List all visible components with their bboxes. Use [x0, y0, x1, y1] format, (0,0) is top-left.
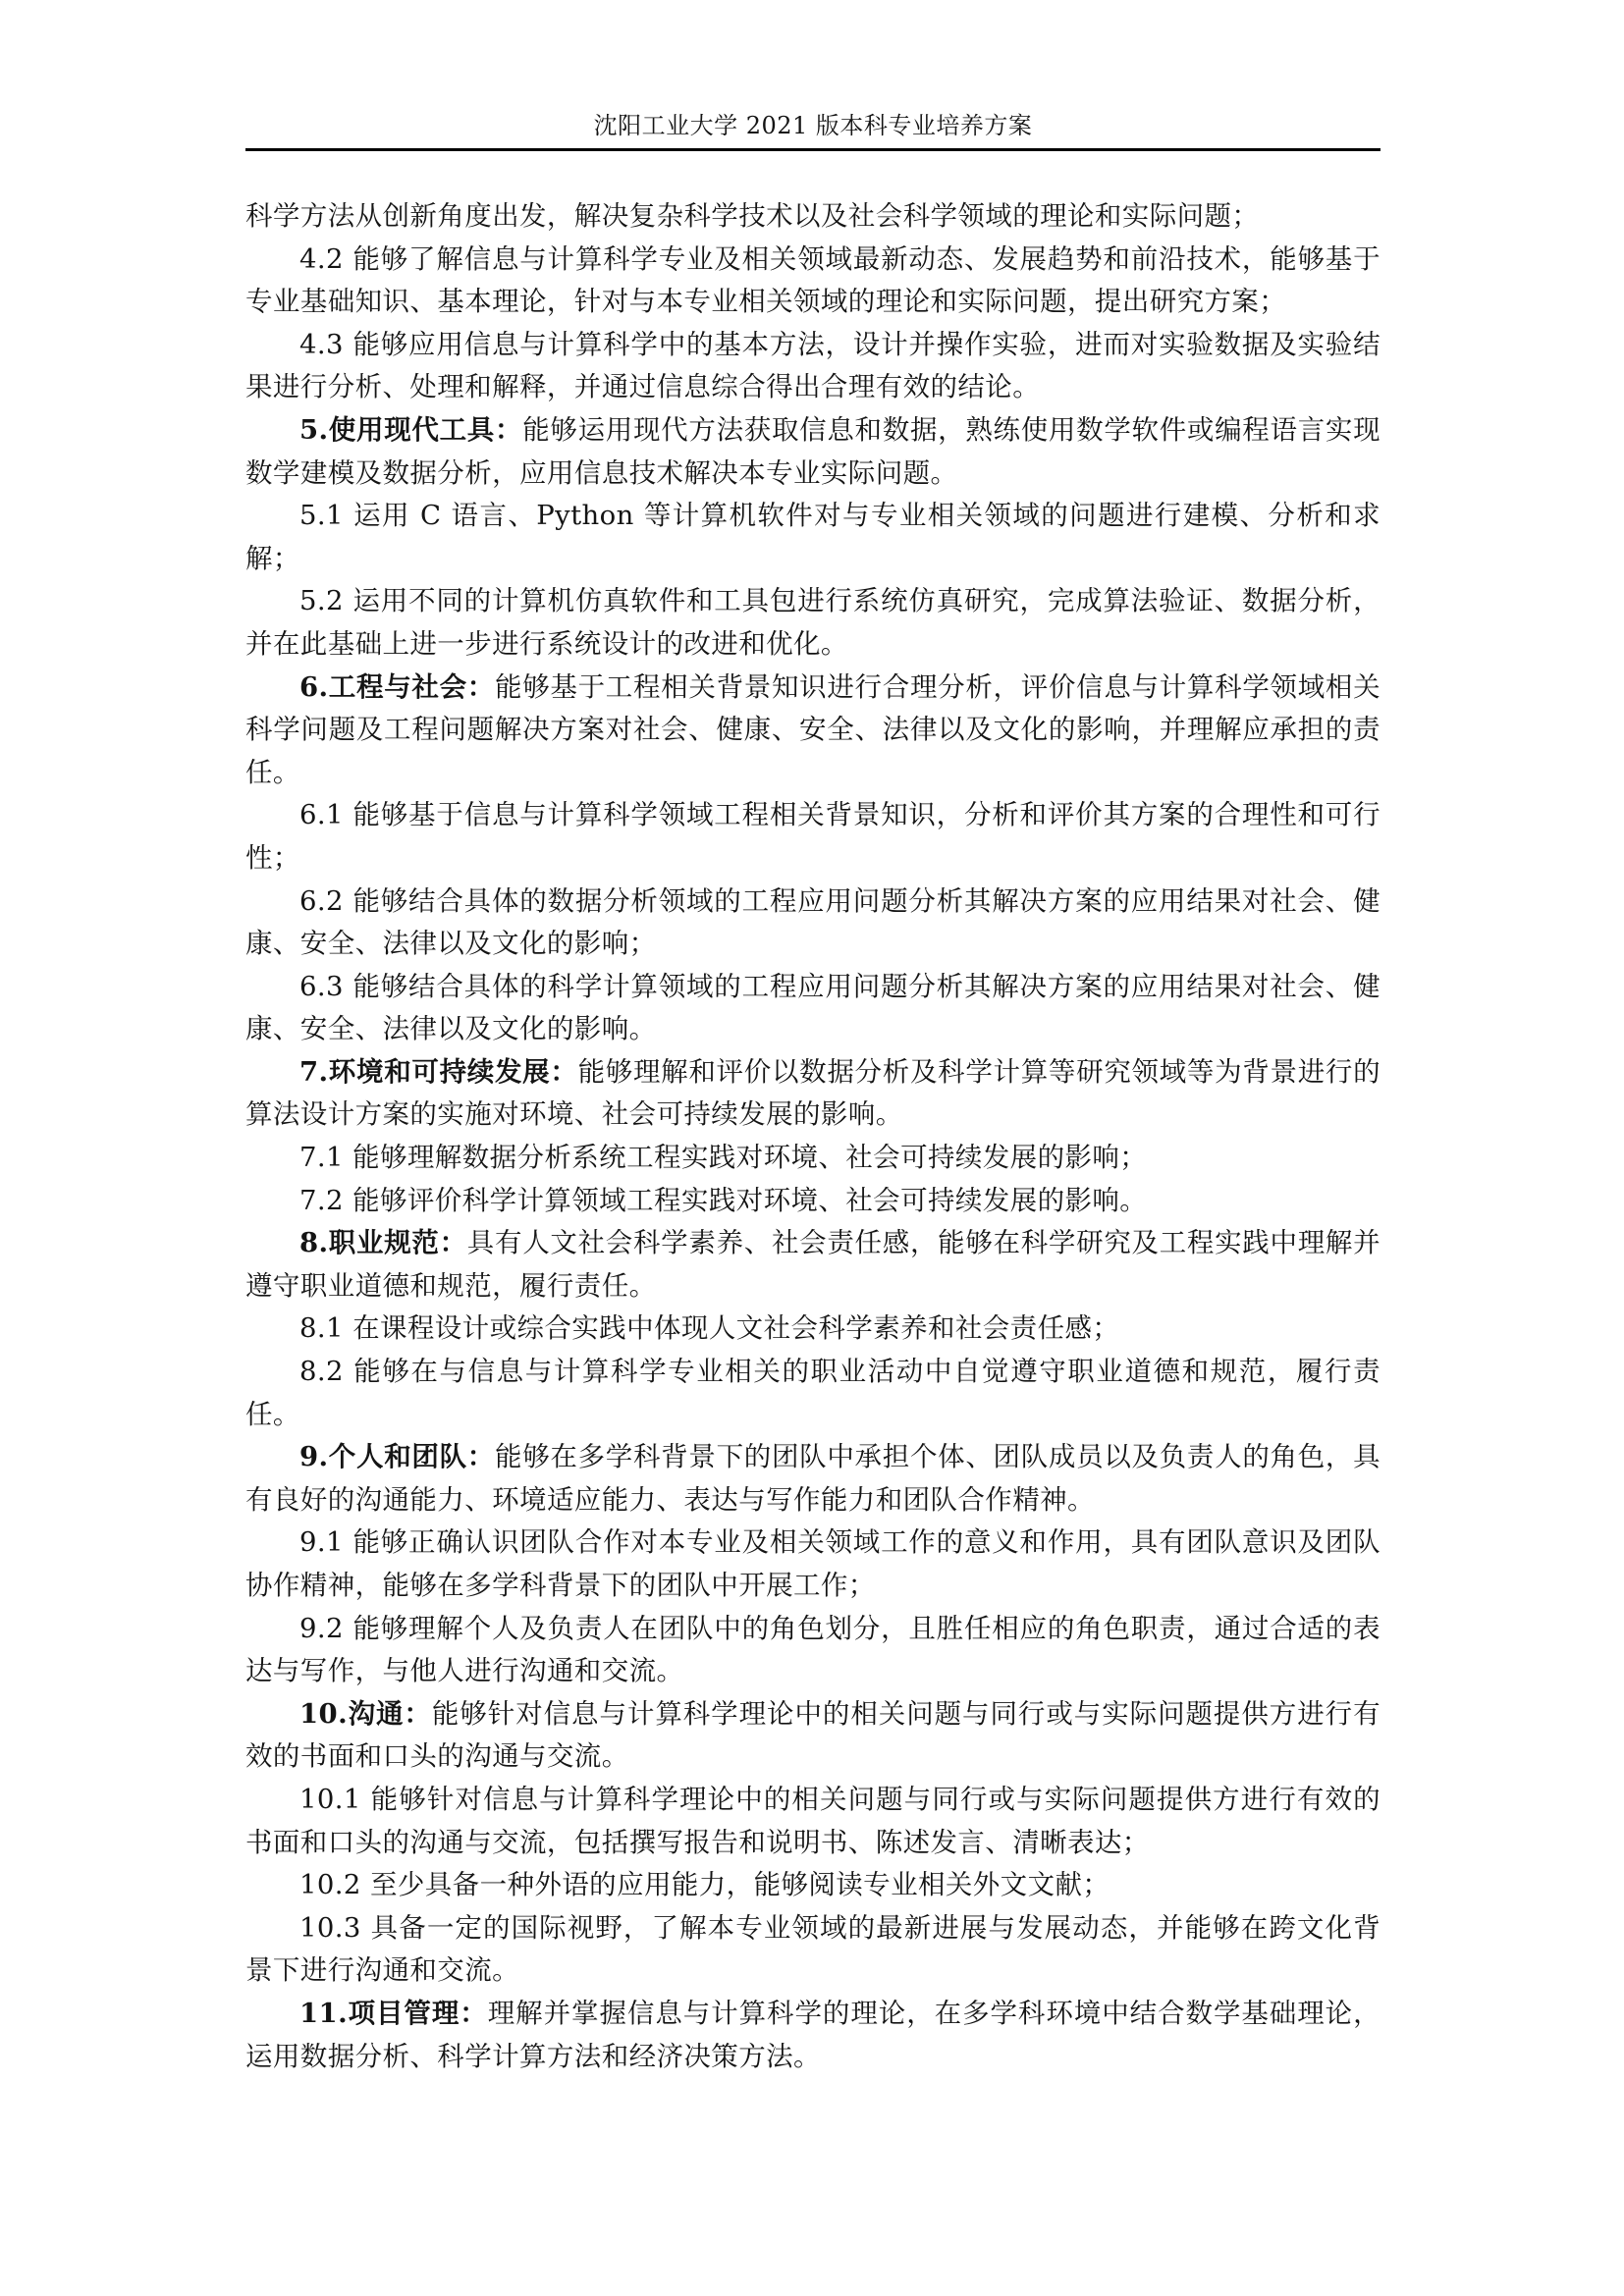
- paragraph-text: 10.3 具备一定的国际视野，了解本专业领域的最新进展与发展动态，并能够在跨文化背景下进行沟通和交流。: [245, 1911, 1380, 1987]
- paragraph: [245, 1308, 1380, 1351]
- paragraph: [245, 881, 1380, 966]
- section-paragraph: [245, 1693, 1380, 1779]
- section-paragraph: [245, 1051, 1380, 1137]
- paragraph-text: 4.3 能够应用信息与计算科学中的基本方法，设计并操作实验，进而对实验数据及实验结果进行分析、处理和解释，并通过信息综合得出合理有效的结论。: [245, 328, 1380, 403]
- paragraph-text: 能够运用现代方法获取信息和数据，熟练使用数学软件或编程语言实现数学建模及数据分析，应用信息技术解决本专业实际问题。: [245, 413, 1380, 489]
- paragraph: [245, 1351, 1380, 1436]
- header-divider: [245, 148, 1380, 151]
- document-body: [245, 195, 1380, 2078]
- section-paragraph: [245, 667, 1380, 795]
- paragraph: [245, 966, 1380, 1051]
- paragraph: [245, 1608, 1380, 1693]
- section-heading: 9.个人和团队：: [299, 1441, 495, 1473]
- paragraph: [245, 794, 1380, 880]
- section-heading: 10.沟通：: [299, 1697, 432, 1730]
- section-paragraph: [245, 1222, 1380, 1308]
- paragraph-text: 8.2 能够在与信息与计算科学专业相关的职业活动中自觉遵守职业道德和规范，履行责任。: [245, 1356, 1380, 1430]
- paragraph-text: 4.2 能够了解信息与计算科学专业及相关领域最新动态、发展趋势和前沿技术，能够基于专业基础知识、基本理论，针对与本专业相关领域的理论和实际问题，提出研究方案；: [245, 242, 1380, 318]
- section-heading: 8.职业规范：: [299, 1227, 467, 1259]
- paragraph-text: 10.1 能够针对信息与计算科学理论中的相关问题与同行或与实际问题提供方进行有效的书面和口头的沟通与交流，包括撰写报告和说明书、陈述发言、清晰表达；: [245, 1783, 1380, 1858]
- section-heading: 7.环境和可持续发展：: [299, 1055, 578, 1088]
- paragraph: [245, 239, 1380, 324]
- section-paragraph: [245, 1993, 1380, 2078]
- paragraph-text: 5.2 运用不同的计算机仿真软件和工具包进行系统仿真研究，完成算法验证、数据分析，并在此基础上进一步进行系统设计的改进和优化。: [245, 585, 1380, 660]
- paragraph-text: 能够基于工程相关背景知识进行合理分析，评价信息与计算科学领域相关科学问题及工程问题解决方案对社会、健康、安全、法律以及文化的影响，并理解应承担的责任。: [245, 670, 1380, 788]
- paragraph-text: 9.1 能够正确认识团队合作对本专业及相关领域工作的意义和作用，具有团队意识及团队协作精神，能够在多学科背景下的团队中开展工作；: [245, 1526, 1380, 1601]
- paragraph-text: 能够针对信息与计算科学理论中的相关问题与同行或与实际问题提供方进行有效的书面和口头的沟通与交流。: [245, 1697, 1380, 1773]
- paragraph-text: 7.2 能够评价科学计算领域工程实践对环境、社会可持续发展的影响。: [299, 1184, 1148, 1216]
- paragraph-text: 具有人文社会科学素养、社会责任感，能够在科学研究及工程实践中理解并遵守职业道德和规范，履行责任。: [245, 1227, 1380, 1302]
- paragraph-text: 9.2 能够理解个人及负责人在团队中的角色划分，且胜任相应的角色职责，通过合适的表达与写作，与他人进行沟通和交流。: [245, 1612, 1380, 1687]
- paragraph: [245, 1864, 1380, 1907]
- paragraph: [245, 324, 1380, 409]
- page-header: 沈阳工业大学 2021 版本科专业培养方案: [593, 112, 1033, 139]
- paragraph-text: 6.3 能够结合具体的科学计算领域的工程应用问题分析其解决方案的应用结果对社会、健康、安全、法律以及文化的影响。: [245, 970, 1380, 1045]
- paragraph-text: 理解并掌握信息与计算科学的理论，在多学科环境中结合数学基础理论，运用数据分析、科学计算方法和经济决策方法。: [245, 1997, 1380, 2072]
- section-heading: 5.使用现代工具：: [299, 413, 523, 446]
- paragraph: [245, 1137, 1380, 1180]
- section-heading: 6.工程与社会：: [299, 670, 495, 703]
- paragraph-text: 能够在多学科背景下的团队中承担个体、团队成员以及负责人的角色，具有良好的沟通能力、环境适应能力、表达与写作能力和团队合作精神。: [245, 1441, 1380, 1516]
- paragraph-text: 科学方法从创新角度出发，解决复杂科学技术以及社会科学领域的理论和实际问题；: [245, 200, 1260, 232]
- section-heading: 11.项目管理：: [299, 1997, 488, 2029]
- paragraph: [245, 1907, 1380, 1993]
- paragraph-text: 6.2 能够结合具体的数据分析领域的工程应用问题分析其解决方案的应用结果对社会、健康、安全、法律以及文化的影响；: [245, 884, 1380, 960]
- paragraph: [245, 1180, 1380, 1223]
- paragraph: [245, 1779, 1380, 1864]
- paragraph-text: 7.1 能够理解数据分析系统工程实践对环境、社会可持续发展的影响；: [299, 1142, 1148, 1174]
- paragraph: [245, 580, 1380, 666]
- paragraph: [245, 195, 1380, 239]
- section-paragraph: [245, 409, 1380, 495]
- section-paragraph: [245, 1436, 1380, 1522]
- paragraph-text: 8.1 在课程设计或综合实践中体现人文社会科学素养和社会责任感；: [299, 1312, 1120, 1345]
- paragraph-text: 6.1 能够基于信息与计算科学领域工程相关背景知识，分析和评价其方案的合理性和可行性；: [245, 799, 1380, 874]
- paragraph-text: 10.2 至少具备一种外语的应用能力，能够阅读专业相关外文文献；: [299, 1869, 1110, 1901]
- paragraph: [245, 495, 1380, 580]
- paragraph-text: 能够理解和评价以数据分析及科学计算等研究领域等为背景进行的算法设计方案的实施对环境、社会可持续发展的影响。: [245, 1055, 1380, 1131]
- paragraph-text: 5.1 运用 C 语言、Python 等计算机软件对与专业相关领域的问题进行建模、分析和求解；: [245, 500, 1380, 574]
- paragraph: [245, 1522, 1380, 1607]
